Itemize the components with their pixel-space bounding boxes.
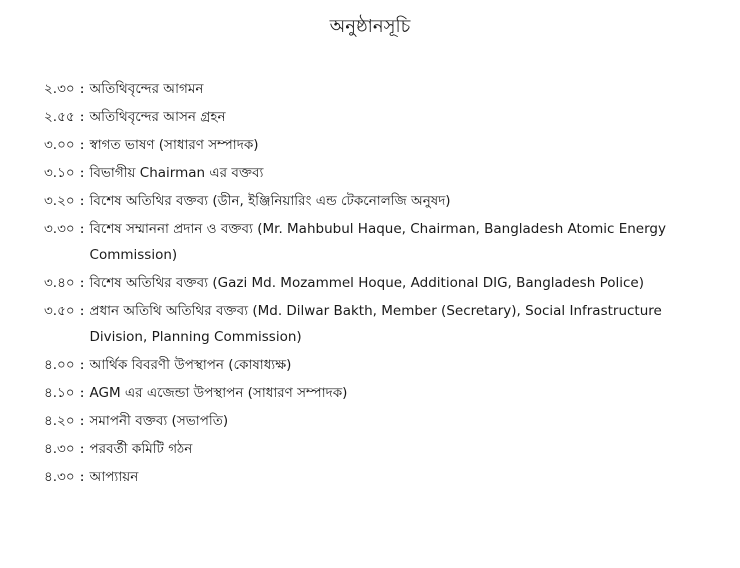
schedule-description: স্বাগত ভাষণ (সাধারণ সম্পাদক) — [89, 137, 259, 153]
schedule-item — [44, 380, 714, 406]
time-separator: : — [79, 357, 85, 373]
schedule-time: ৪.২০ — [44, 413, 75, 429]
schedule-description: বিশেষ অতিথির বক্তব্য (ডীন, ইঞ্জিনিয়ারিং এন্ড টেকনোলজি অনুষদ) — [89, 193, 451, 209]
schedule-item — [44, 298, 714, 350]
schedule-item — [44, 216, 714, 268]
time-separator: : — [79, 137, 85, 153]
schedule-item — [44, 408, 714, 434]
schedule-time: ৪.০০ — [44, 357, 75, 373]
schedule-time: ৩.৩০ — [44, 221, 75, 237]
page-title: অনুষ্ঠানসূচি — [329, 16, 411, 37]
time-separator: : — [79, 221, 85, 237]
time-separator: : — [79, 469, 85, 485]
time-separator: : — [79, 385, 85, 401]
schedule-item — [44, 160, 714, 186]
time-separator: : — [79, 81, 85, 97]
schedule-description: অতিথিবৃন্দের আগমন — [89, 81, 204, 97]
schedule-time: ৩.১০ — [44, 165, 75, 181]
schedule-description: অতিথিবৃন্দের আসন গ্রহন — [89, 109, 226, 125]
time-separator: : — [79, 413, 85, 429]
schedule-time: ৩.০০ — [44, 137, 75, 153]
schedule-time: ৩.২০ — [44, 193, 75, 209]
schedule-time: ২.৩০ — [44, 81, 75, 97]
schedule-item — [44, 104, 714, 130]
time-separator: : — [79, 193, 85, 209]
schedule-time: ৪.৩০ — [44, 469, 75, 485]
schedule-description: সমাপনী বক্তব্য (সভাপতি) — [89, 413, 229, 429]
time-separator: : — [79, 303, 85, 319]
schedule-item — [44, 76, 714, 102]
schedule-description: প্রধান অতিথি অতিথির বক্তব্য (Md. Dilwar Bakth, Member (Secretary), Social Infrastructure Division, Planning Commission) — [89, 303, 662, 345]
schedule-description: পরবর্তী কমিটি গঠন — [89, 441, 193, 457]
schedule-item — [44, 188, 714, 214]
schedule-time: ৪.১০ — [44, 385, 75, 401]
schedule-description: বিশেষ অতিথির বক্তব্য (Gazi Md. Mozammel Hoque, Additional DIG, Bangladesh Police) — [89, 275, 644, 291]
schedule-item — [44, 270, 714, 296]
schedule-item — [44, 436, 714, 462]
time-separator: : — [79, 275, 85, 291]
schedule-description: AGM এর এজেন্ডা উপস্থাপন (সাধারণ সম্পাদক) — [89, 385, 348, 401]
schedule-item — [44, 352, 714, 378]
schedule-time: ৪.৩০ — [44, 441, 75, 457]
schedule-description: বিভাগীয় Chairman এর বক্তব্য — [89, 165, 264, 181]
schedule-item — [44, 464, 714, 490]
schedule-description: বিশেষ সম্মাননা প্রদান ও বক্তব্য (Mr. Mahbubul Haque, Chairman, Bangladesh Atomic Energy Commission) — [89, 221, 666, 263]
schedule-description: আপ্যায়ন — [89, 469, 139, 485]
schedule-time: ৩.৪০ — [44, 275, 75, 291]
time-separator: : — [79, 165, 85, 181]
schedule-item — [44, 132, 714, 158]
time-separator: : — [79, 109, 85, 125]
time-separator: : — [79, 441, 85, 457]
schedule-time: ২.৫৫ — [44, 109, 75, 125]
schedule-list — [44, 76, 714, 492]
schedule-time: ৩.৫০ — [44, 303, 75, 319]
schedule-description: আর্থিক বিবরণী উপস্থাপন (কোষাধ্যক্ষ) — [89, 357, 292, 373]
